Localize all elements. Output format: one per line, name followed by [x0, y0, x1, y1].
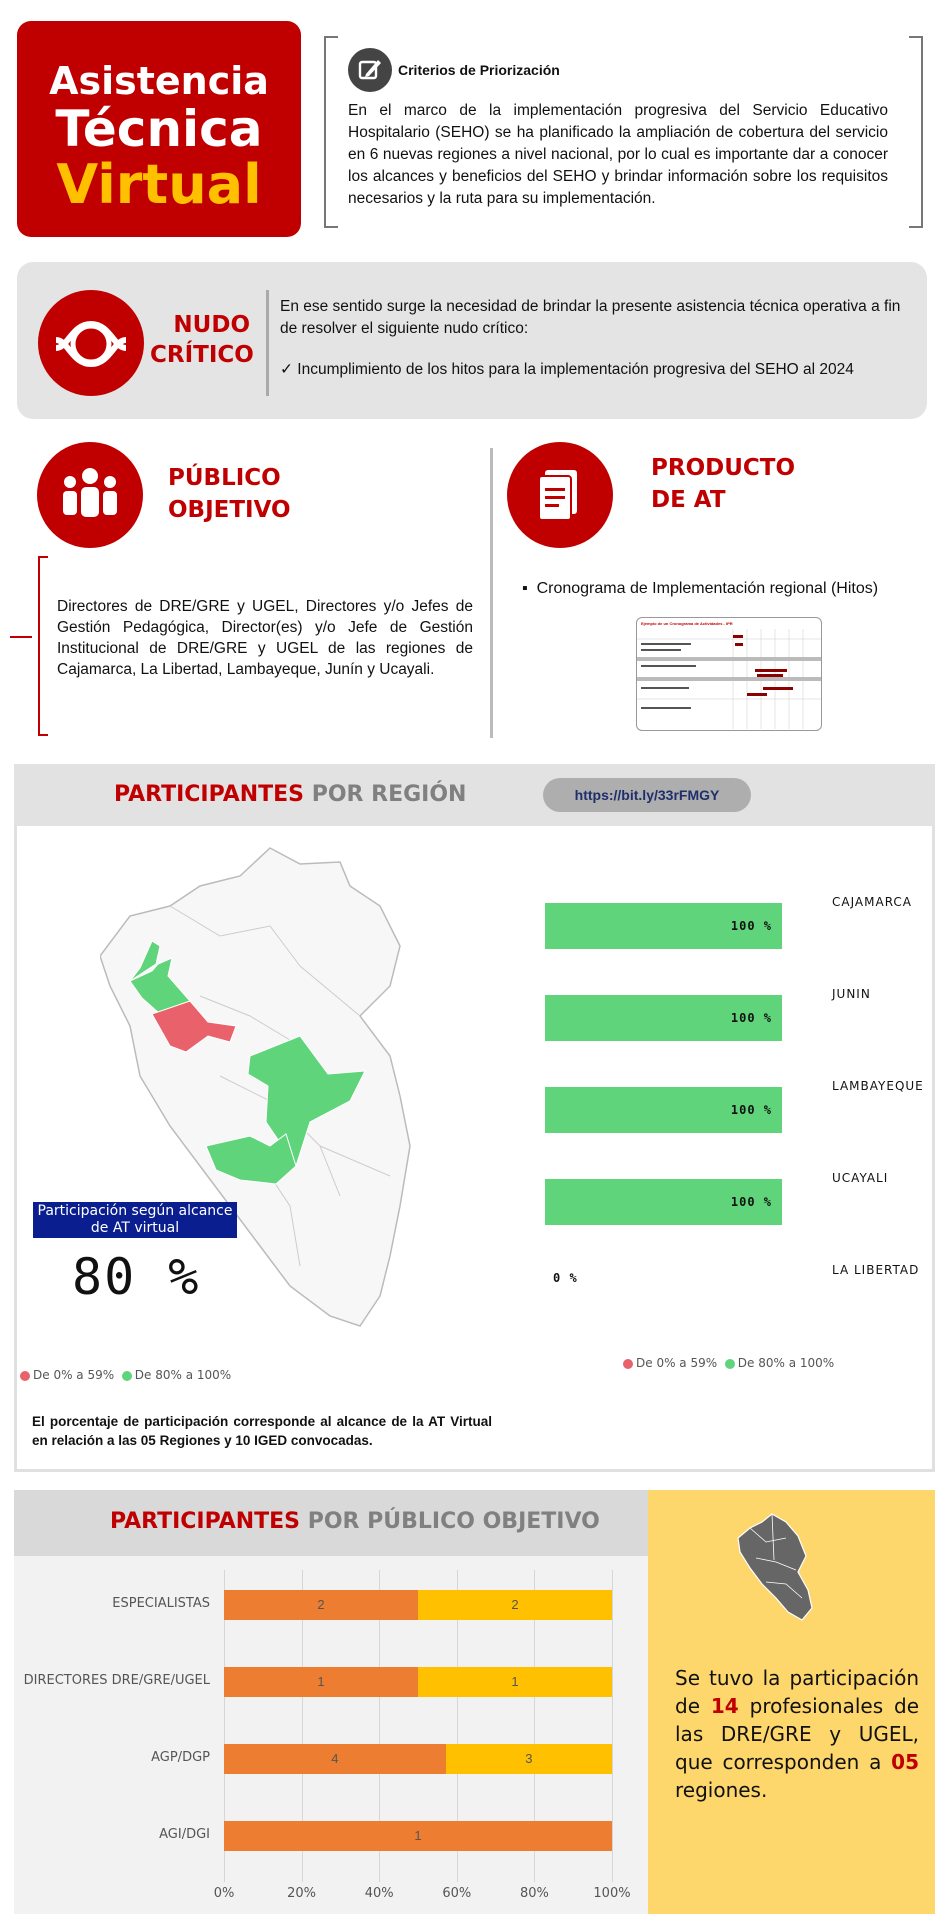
nudo-title: [150, 310, 254, 370]
producto-item-text: Cronograma de Implementación regional (Hitos): [536, 580, 879, 597]
region-bar-value: 100 %: [730, 1103, 772, 1117]
x-tick-label: 100%: [593, 1886, 631, 1901]
stacked-segment: 3: [446, 1744, 612, 1774]
title-banner: [17, 21, 301, 237]
producto-title: [651, 452, 795, 516]
region-name: CAJAMARCA: [832, 895, 913, 909]
gantt-title: Ejemplo de un Cronograma de Actividades - IPR: [641, 621, 733, 626]
summary-text: [675, 1664, 919, 1804]
region-title: [114, 782, 466, 807]
map-legend: [20, 1368, 231, 1382]
title-line-3: Virtual: [56, 153, 262, 216]
criterios-title: Criterios de Priorización: [398, 62, 560, 78]
region-name: JUNIN: [832, 987, 871, 1001]
producto-title-line-2: DE AT: [651, 487, 726, 513]
region-name: LAMBAYEQUE: [832, 1079, 924, 1093]
nudo-title-line-2: CRÍTICO: [150, 342, 254, 368]
knot-icon: [38, 290, 144, 396]
summary-part-1: Se tuvo la participación de: [675, 1666, 919, 1718]
publico-title-line-2: OBJETIVO: [168, 497, 291, 523]
publico-title-line-1: PÚBLICO: [168, 465, 281, 491]
legend-dot-high: [122, 1371, 132, 1381]
region-name: LA LIBERTAD: [832, 1263, 920, 1277]
x-tick-label: 20%: [287, 1886, 317, 1901]
summary-part-2: profesionales de las DRE/GRE y UGEL, que corresponden a: [675, 1694, 919, 1774]
region-link[interactable]: https://bit.ly/33rFMGY: [543, 778, 751, 812]
gantt-thumbnail: [636, 617, 822, 731]
nudo-title-line-1: NUDO: [173, 312, 250, 338]
stacked-segment: 4: [224, 1744, 446, 1774]
publico-bracket-tick: [10, 636, 32, 638]
producto-title-line-1: PRODUCTO: [651, 455, 796, 481]
title-line-1: Asistencia: [49, 59, 269, 103]
nudo-text: En ese sentido surge la necesidad de brindar la presente asistencia técnica operativa a fin de resolver el siguiente nudo crítico:: [280, 298, 901, 337]
summary-num-2: 05: [891, 1750, 919, 1774]
criterios-text: En el marco de la implementación progresiva del Servicio Educativo Hospitalario (SEHO) se ha planificado la ampliación de cobertura del servicio en 6 nuevas regiones a nivel nacional, por lo cual es importante dar a conocer los alcances y beneficios del SEHO y brindar información sobre los requisitos necesarios y la ruta para su implementación.: [348, 102, 888, 207]
category-label: AGI/DGI: [159, 1827, 210, 1842]
x-tick-label: 40%: [364, 1886, 394, 1901]
stacked-segment: 2: [224, 1590, 418, 1620]
bracket-right: [909, 36, 923, 228]
category-label: ESPECIALISTAS: [112, 1596, 210, 1611]
publico-title: [168, 462, 291, 526]
nudo-item: ✓ Incumplimiento de los hitos para la implementación progresiva del SEHO al 2024: [280, 361, 854, 378]
stacked-segment: 1: [418, 1667, 612, 1697]
edit-icon: [348, 48, 392, 92]
peru-mini-map-icon: [736, 1512, 822, 1622]
category-label: AGP/DGP: [151, 1750, 210, 1765]
bar-legend-low-label: De 0% a 59%: [636, 1356, 718, 1370]
legend-high-label: De 80% a 100%: [134, 1368, 232, 1382]
column-divider: [490, 448, 493, 738]
publico-chart-title-red: PARTICIPANTES: [110, 1509, 301, 1534]
summary-part-3: regiones.: [675, 1778, 768, 1802]
document-icon: [507, 442, 613, 548]
bar-legend-dot-low: [623, 1359, 633, 1369]
participation-label: Participación según alcance de AT virtual: [33, 1202, 237, 1238]
publico-bracket: [38, 556, 48, 736]
x-tick-label: 0%: [213, 1886, 235, 1901]
legend-dot-low: [20, 1371, 30, 1381]
region-note: El porcentaje de participación corresponde al alcance de la AT Virtual en relación a las 05 Regiones y 10 IGED convocadas.: [32, 1414, 492, 1448]
summary-num-1: 14: [710, 1694, 739, 1718]
publico-text: Directores de DRE/GRE y UGEL, Directores y/o Jefes de Gestión Pedagógica, Director(es) y/o Jefe de Gestión Institucional de DRE/GRE y UGEL de las regiones de Cajamarca, La Libertad, Lambayeque, Junín y Ucayali.: [57, 598, 473, 678]
region-bar-value: 0 %: [553, 1271, 578, 1285]
category-label: DIRECTORES DRE/GRE/UGEL: [23, 1673, 210, 1688]
publico-chart-title-gray: POR PÚBLICO OBJETIVO: [307, 1509, 600, 1534]
legend-low-label: De 0% a 59%: [33, 1368, 115, 1382]
stacked-segment: 1: [224, 1667, 418, 1697]
x-tick-label: 80%: [519, 1886, 549, 1901]
bracket-left: [324, 36, 338, 228]
nudo-divider: [266, 290, 269, 396]
bar-legend: [623, 1356, 834, 1370]
region-name: UCAYALI: [832, 1171, 889, 1185]
publico-chart-title: [110, 1509, 600, 1534]
stacked-segment: 2: [418, 1590, 612, 1620]
stacked-segment: 1: [224, 1821, 612, 1851]
x-tick-label: 60%: [442, 1886, 472, 1901]
region-bar-value: 100 %: [730, 1195, 772, 1209]
people-icon: [37, 442, 143, 548]
producto-item: ▪ Cronograma de Implementación regional (Hitos): [522, 580, 879, 597]
grid-line: [612, 1570, 613, 1882]
bar-legend-high-label: De 80% a 100%: [737, 1356, 835, 1370]
region-title-red: PARTICIPANTES: [114, 782, 305, 807]
title-line-2: Técnica: [55, 100, 263, 158]
participation-value: 80 %: [72, 1248, 201, 1306]
region-bar-value: 100 %: [730, 919, 772, 933]
region-title-gray: POR REGIÓN: [311, 782, 467, 807]
region-bar-value: 100 %: [730, 1011, 772, 1025]
bar-legend-dot-high: [725, 1359, 735, 1369]
